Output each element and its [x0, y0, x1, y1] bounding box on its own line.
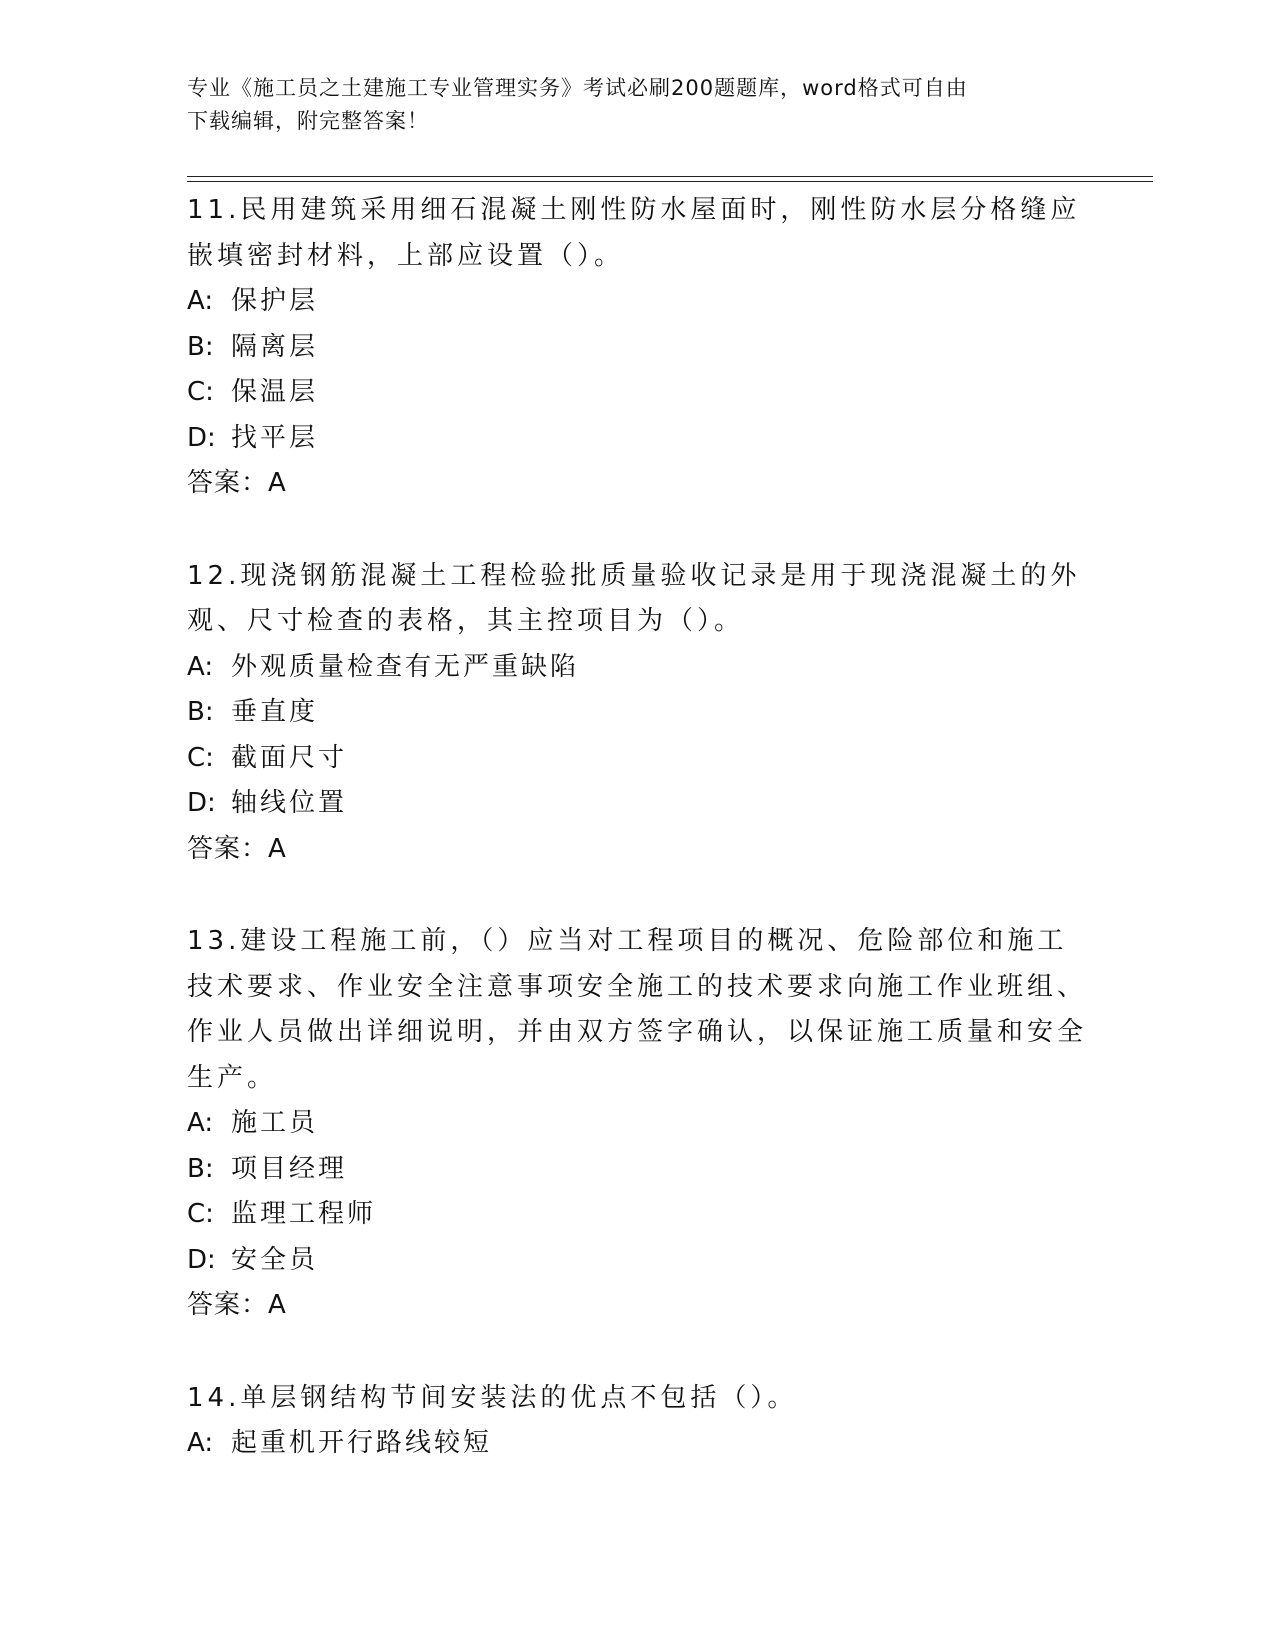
question-item	[187, 1376, 1087, 1467]
option-d	[187, 781, 1087, 827]
answer-line: 答案：A	[187, 833, 287, 864]
option-text: 找平层	[231, 422, 319, 453]
option-label: D:	[187, 788, 216, 818]
option-d	[187, 416, 1087, 462]
option-a	[187, 279, 1087, 325]
header-divider-bottom	[187, 181, 1153, 182]
question-stem: 13.建设工程施工前，（）应当对工程项目的概况、危险部位和施工技术要求、作业安全注意事项安全施工的技术要求向施工作业班组、作业人员做出详细说明，并由双方签字确认，以保证施工质量和安全生产。	[187, 926, 1088, 1093]
question-item	[187, 554, 1087, 873]
option-label: A:	[187, 1428, 214, 1458]
option-a	[187, 645, 1087, 691]
option-c	[187, 736, 1087, 782]
option-text: 截面尺寸	[231, 742, 348, 773]
option-label: C:	[187, 742, 214, 773]
option-label: A:	[187, 1108, 214, 1138]
option-b	[187, 1147, 1087, 1193]
option-a	[187, 1101, 1087, 1147]
option-text: 轴线位置	[231, 788, 348, 818]
option-label: B:	[187, 1153, 214, 1184]
option-a	[187, 1421, 1087, 1467]
option-label: D:	[187, 1244, 216, 1275]
option-text: 项目经理	[231, 1153, 348, 1184]
question-item	[187, 188, 1087, 507]
header-line-1: 专业《施工员之土建施工专业管理实务》考试必刷200题题库，word格式可自由	[187, 76, 968, 100]
option-b	[187, 690, 1087, 736]
answer-line: 答案：A	[187, 1290, 287, 1320]
question-stem: 14.单层钢结构节间安装法的优点不包括（）。	[187, 1382, 798, 1413]
option-label: C:	[187, 1199, 214, 1229]
option-label: D:	[187, 422, 216, 453]
header-divider-top	[187, 176, 1153, 177]
option-b	[187, 325, 1087, 371]
option-text: 外观质量检查有无严重缺陷	[231, 651, 580, 682]
option-text: 隔离层	[231, 331, 319, 362]
header-line-2: 下载编辑，附完整答案！	[187, 109, 429, 133]
document-header	[187, 72, 1067, 138]
option-c	[187, 1192, 1087, 1238]
question-list	[187, 188, 1087, 1514]
option-text: 起重机开行路线较短	[231, 1428, 493, 1458]
option-text: 保温层	[231, 377, 319, 407]
question-stem: 11.民用建筑采用细石混凝土刚性防水屋面时，刚性防水层分格缝应嵌填密封材料，上部应设置（）。	[187, 195, 1081, 271]
option-label: B:	[187, 331, 214, 362]
question-item	[187, 919, 1087, 1329]
option-label: A:	[187, 651, 214, 682]
option-text: 保护层	[231, 286, 319, 316]
option-text: 安全员	[231, 1244, 319, 1275]
question-stem: 12.现浇钢筋混凝土工程检验批质量验收记录是用于现浇混凝土的外观、尺寸检查的表格，其主控项目为（）。	[187, 560, 1081, 636]
option-text: 施工员	[231, 1108, 319, 1138]
option-text: 垂直度	[231, 697, 319, 727]
answer-line: 答案：A	[187, 468, 287, 498]
option-d	[187, 1238, 1087, 1284]
option-c	[187, 370, 1087, 416]
option-label: A:	[187, 286, 214, 316]
option-label: C:	[187, 377, 214, 407]
option-text: 监理工程师	[231, 1199, 377, 1229]
option-label: B:	[187, 697, 214, 727]
